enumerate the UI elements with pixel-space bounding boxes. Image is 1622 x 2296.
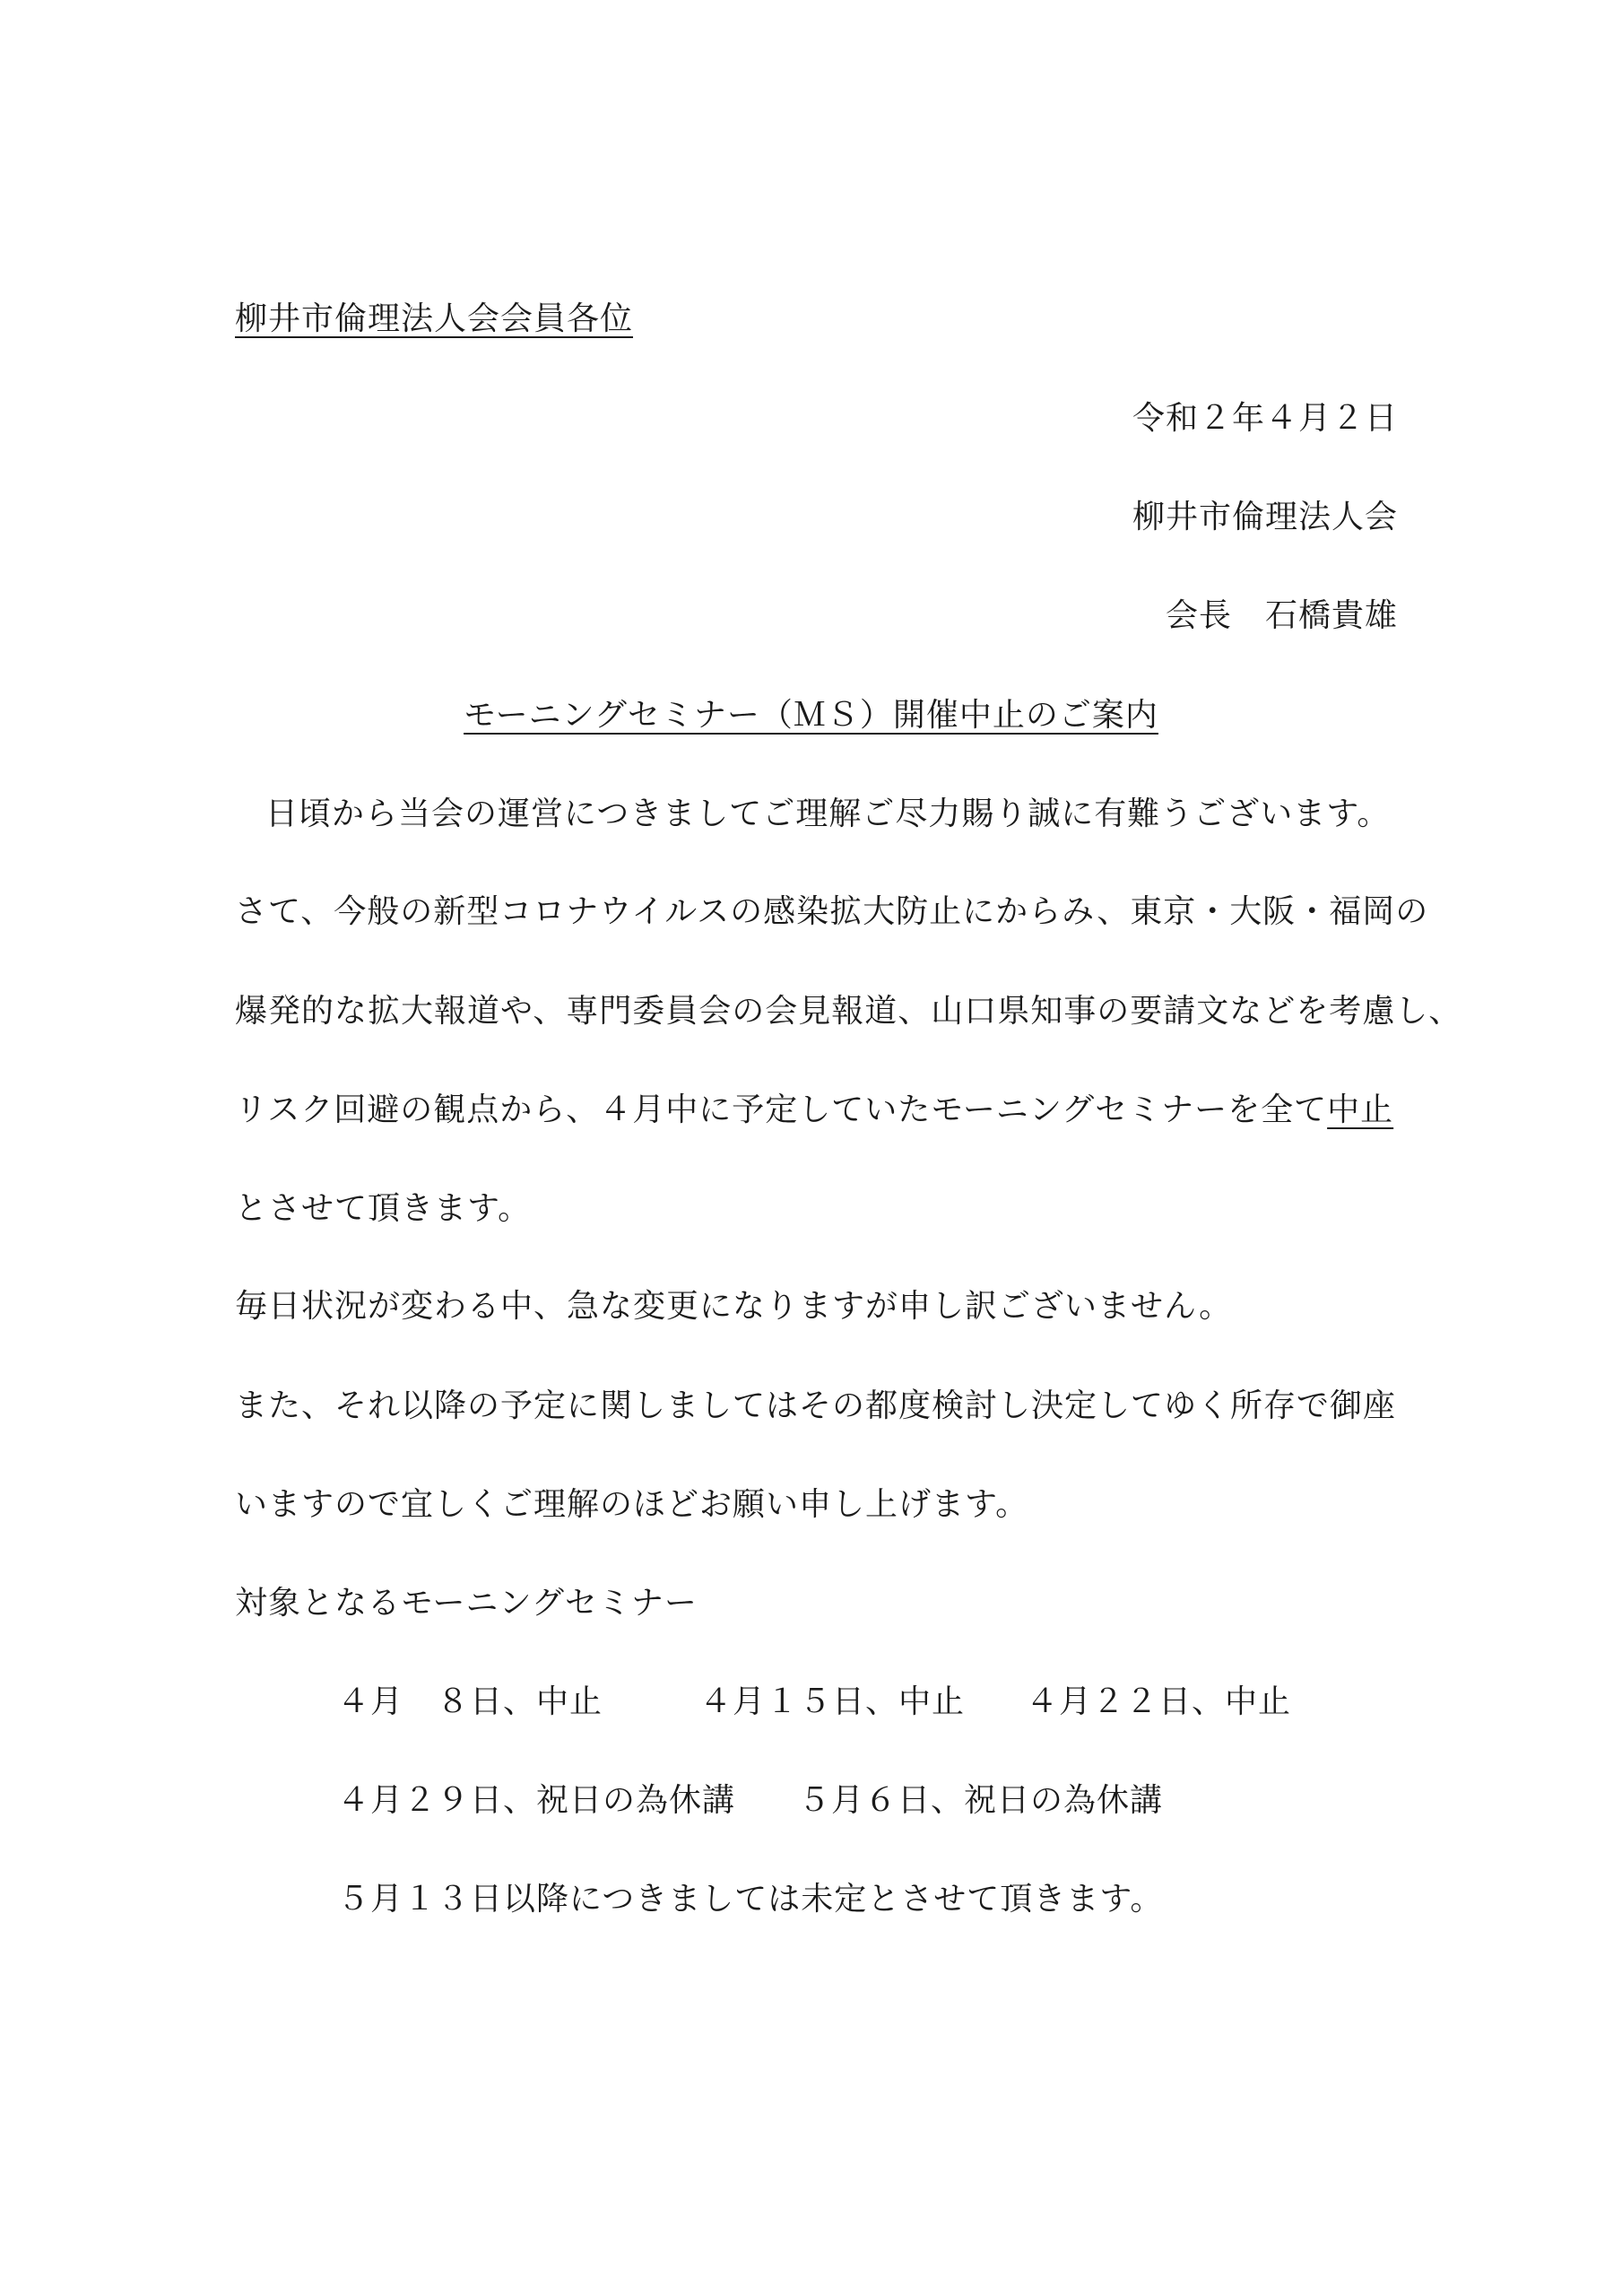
body-line-4-text: リスク回避の観点から、４月中に予定していたモーニングセミナーを全て [235,1091,1328,1128]
schedule-item: ４月２９日、祝日の為休講 [337,1782,736,1819]
schedule-item: ５月６日、祝日の為休講 [798,1782,1164,1819]
body-line-4 [235,1090,1393,1131]
cancel-emphasis: 中止 [1327,1091,1394,1128]
body-line-7: また、それ以降の予定に関しましてはその都度検討し決定してゆく所存で御座 [235,1387,1397,1424]
schedule-item: ４月１５日、中止 [699,1683,966,1720]
schedule-note: ５月１３日以降につきましては未定とさせて頂きます。 [337,1881,1164,1918]
president-name: 会長 石橋貴雄 [1165,597,1398,634]
body-line-1: 日頃から当会の運営につきましてご理解ご尽力賜り誠に有難うございます。 [265,796,1391,832]
organization-name: 柳井市倫理法人会 [1132,499,1398,535]
schedule-item: ４月２２日、中止 [1026,1683,1292,1720]
body-line-5: とさせて頂きます。 [235,1190,532,1227]
document-title-text: モーニングセミナー（ＭＳ）開催中止のご案内 [464,697,1158,734]
schedule-item: ４月 ８日、中止 [337,1683,603,1720]
body-line-6: 毎日状況が変わる中、急な変更になりますが申し訳ございません。 [235,1288,1233,1325]
document-title [0,695,1622,736]
document-date: 令和２年４月２日 [1132,400,1398,437]
addressee: 柳井市倫理法人会会員各位 [235,300,634,337]
body-line-3: 爆発的な拡大報道や、専門委員会の会見報道、山口県知事の要請文などを考慮し、 [235,993,1462,1030]
body-line-8: いますので宜しくご理解のほどお願い申し上げます。 [235,1486,1029,1523]
schedule-heading: 対象となるモーニングセミナー [235,1585,698,1622]
body-line-2: さて、今般の新型コロナウイルスの感染拡大防止にからみ、東京・大阪・福岡の [235,893,1429,930]
